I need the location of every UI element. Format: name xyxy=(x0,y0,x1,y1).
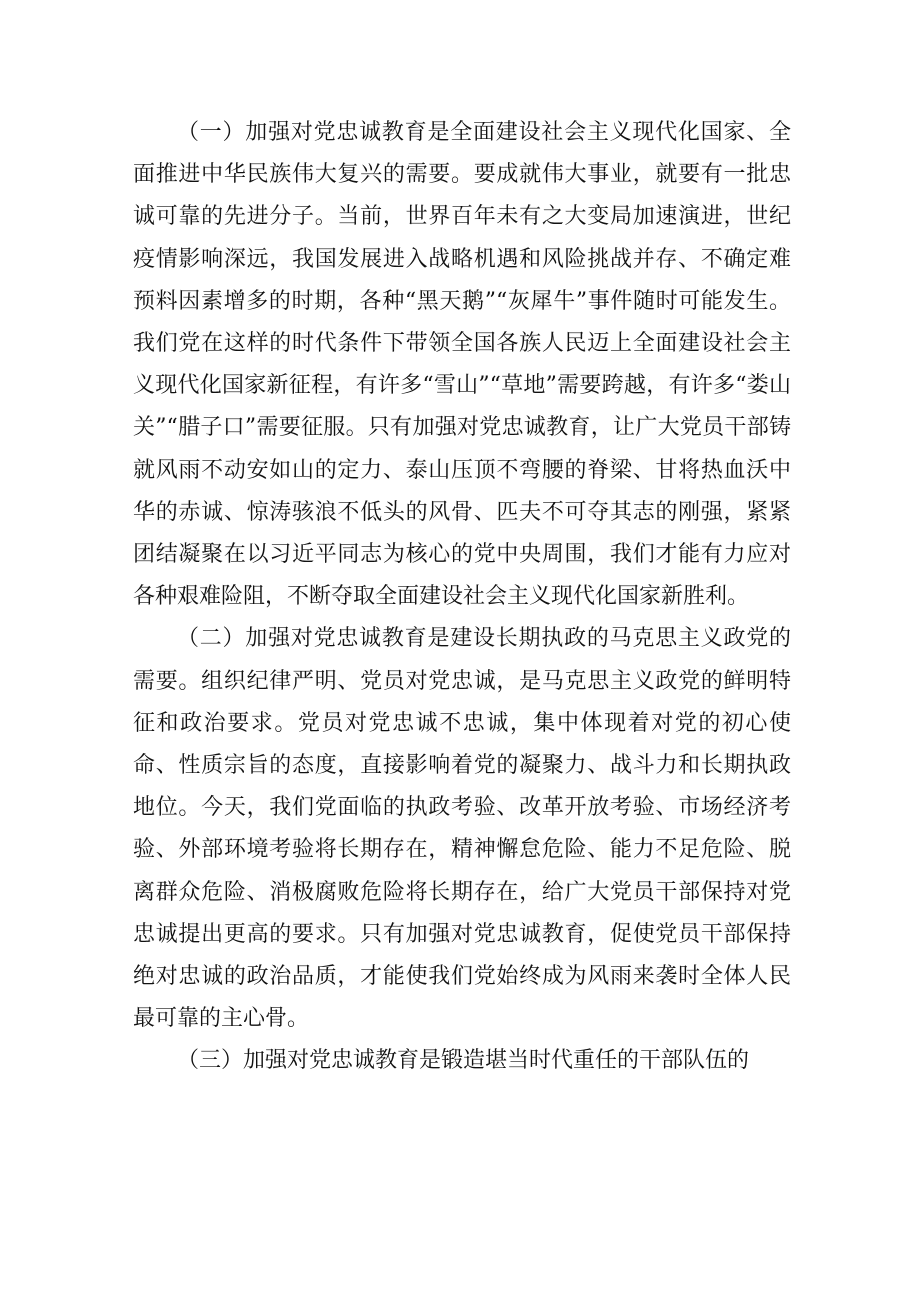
paragraph-2: （二）加强对党忠诚教育是建设长期执政的马克思主义政党的需要。组织纪律严明、党员对党忠诚，是马克思主义政党的鲜明特征和政治要求。党员对党忠诚不忠诚，集中体现着对党的初心使命、性质宗旨的态度，直接影响着党的凝聚力、战斗力和长期执政地位。今天，我们党面临的执政考验、改革开放考验、市场经济考验、外部环境考验将长期存在，精神懈怠危险、能力不足危险、脱离群众危险、消极腐败危险将长期存在，给广大党员干部保持对党忠诚提出更高的要求。只有加强对党忠诚教育，促使党员干部保持绝对忠诚的政治品质，才能使我们党始终成为风雨来袭时全体人民最可靠的主心骨。 xyxy=(133,626,791,1032)
paragraph-1: （一）加强对党忠诚教育是全面建设社会主义现代化国家、全面推进中华民族伟大复兴的需要。要成就伟大事业，就要有一批忠诚可靠的先进分子。当前，世界百年未有之大变局加速演进，世纪疫情影响深远，我国发展进入战略机遇和风险挑战并存、不确定难预料因素增多的时期，各种“黑天鹅”“灰犀牛”事件随时可能发生。我们党在这样的时代条件下带领全国各族人民迈上全面建设社会主义现代化国家新征程，有许多“雪山”“草地”需要跨越，有许多“娄山关”“腊子口”需要征服。只有加强对党忠诚教育，让广大党员干部铸就风雨不动安如山的定力、泰山压顶不弯腰的脊梁、甘将热血沃中华的赤诚、惊涛骇浪不低头的风骨、匹夫不可夺其志的刚强，紧紧团结凝聚在以习近平同志为核心的党中央周围，我们才能有力应对各种艰难险阻，不断夺取全面建设社会主义现代化国家新胜利。 xyxy=(133,120,791,610)
paragraph-3: （三）加强对党忠诚教育是锻造堪当时代重任的干部队伍的 xyxy=(177,1048,750,1074)
document-page xyxy=(133,112,791,1083)
